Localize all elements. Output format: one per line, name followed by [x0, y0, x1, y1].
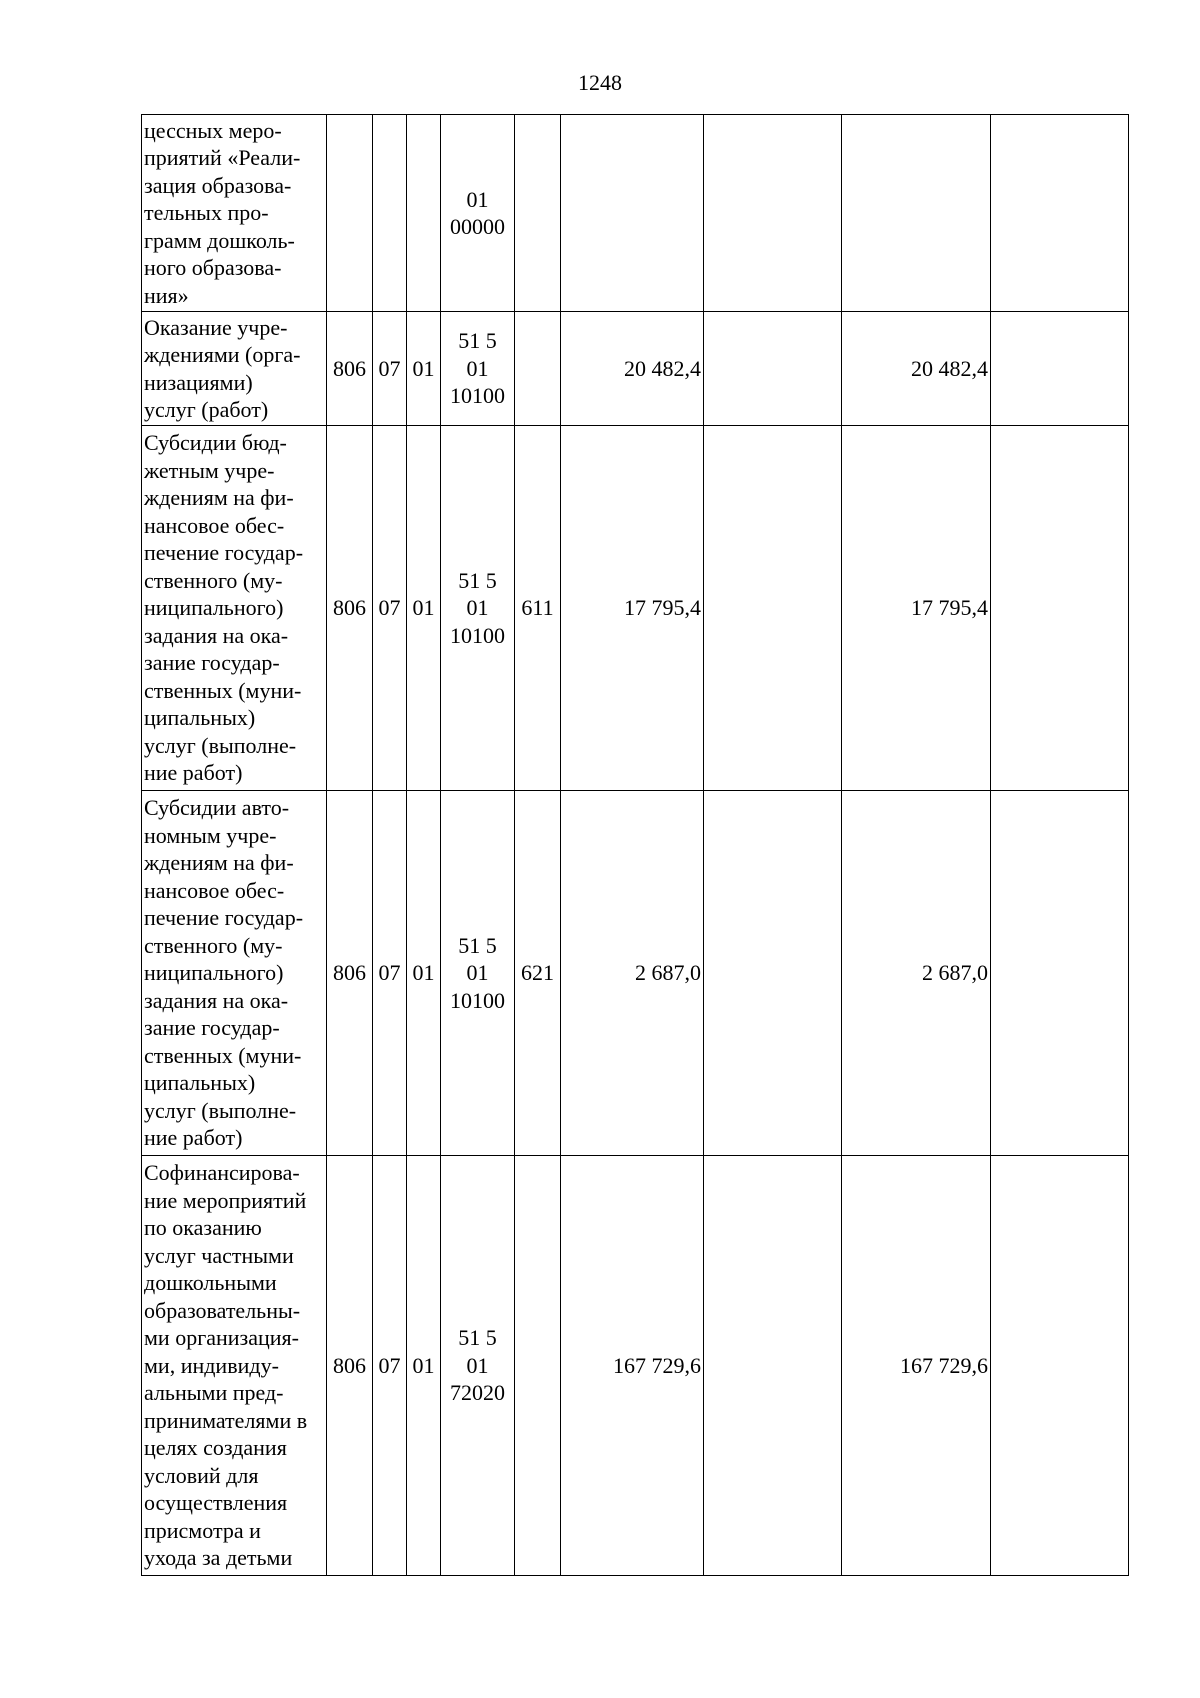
pr-cell: 01	[407, 312, 441, 426]
rz-cell: 07	[373, 426, 407, 791]
vr-cell	[515, 115, 561, 312]
table-row	[142, 115, 1129, 312]
amount-1-cell: 2 687,0	[561, 791, 704, 1156]
ved-cell: 806	[327, 312, 373, 426]
amount-3-cell: 167 729,6	[842, 1156, 991, 1576]
csr-cell: 01 00000	[441, 115, 515, 312]
row-description: Субсидии бюд- жетным учре- ждениям на фи- нансовое обес- печение государ- ственного (му- ниципального) задания на ока- зание государ- ственных (муни- ципальных) услуг (выполне- ние работ)	[142, 426, 327, 791]
page-number: 1248	[578, 70, 622, 95]
ved-cell: 806	[327, 426, 373, 791]
row-description: Субсидии авто- номным учре- ждениям на фи- нансовое обес- печение государ- ственного (му- ниципального) задания на ока- зание государ- ственных (муни- ципальных) услуг (выполне- ние работ)	[142, 791, 327, 1156]
amount-3-cell: 20 482,4	[842, 312, 991, 426]
csr-cell: 51 5 01 10100	[441, 791, 515, 1156]
row-description: цессных меро- приятий «Реали- зация образова- тельных про- грамм дошколь- ного образова- ния»	[142, 115, 327, 312]
amount-1-cell: 17 795,4	[561, 426, 704, 791]
csr-cell: 51 5 01 10100	[441, 426, 515, 791]
amount-3-cell	[842, 115, 991, 312]
amount-3-cell: 17 795,4	[842, 426, 991, 791]
rz-cell: 07	[373, 1156, 407, 1576]
amount-1-cell	[561, 115, 704, 312]
row-description: Софинансирова- ние мероприятий по оказанию услуг частными дошкольными образовательны- ми организация- ми, индивиду- альными пред- принимателями в целях создания условий для осуществления присмотра и ухода за детьми	[142, 1156, 327, 1576]
pr-cell: 01	[407, 791, 441, 1156]
budget-table	[141, 114, 1129, 1576]
csr-cell: 51 5 01 72020	[441, 1156, 515, 1576]
rz-cell: 07	[373, 791, 407, 1156]
pr-cell: 01	[407, 1156, 441, 1576]
amount-2-cell	[704, 115, 842, 312]
ved-cell: 806	[327, 1156, 373, 1576]
vr-cell	[515, 312, 561, 426]
amount-2-cell	[704, 312, 842, 426]
amount-2-cell	[704, 1156, 842, 1576]
vr-cell: 621	[515, 791, 561, 1156]
ved-cell: 806	[327, 791, 373, 1156]
rz-cell	[373, 115, 407, 312]
pr-cell: 01	[407, 426, 441, 791]
csr-cell: 51 5 01 10100	[441, 312, 515, 426]
amount-2-cell	[704, 791, 842, 1156]
vr-cell	[515, 1156, 561, 1576]
table-row	[142, 312, 1129, 426]
table-row	[142, 791, 1129, 1156]
amount-4-cell	[991, 312, 1129, 426]
amount-4-cell	[991, 791, 1129, 1156]
amount-3-cell: 2 687,0	[842, 791, 991, 1156]
amount-1-cell: 167 729,6	[561, 1156, 704, 1576]
table-row	[142, 1156, 1129, 1576]
amount-4-cell	[991, 1156, 1129, 1576]
amount-2-cell	[704, 426, 842, 791]
table-row	[142, 426, 1129, 791]
amount-4-cell	[991, 115, 1129, 312]
row-description: Оказание учре- ждениями (орга- низациями) услуг (работ)	[142, 312, 327, 426]
amount-1-cell: 20 482,4	[561, 312, 704, 426]
amount-4-cell	[991, 426, 1129, 791]
rz-cell: 07	[373, 312, 407, 426]
ved-cell	[327, 115, 373, 312]
pr-cell	[407, 115, 441, 312]
vr-cell: 611	[515, 426, 561, 791]
